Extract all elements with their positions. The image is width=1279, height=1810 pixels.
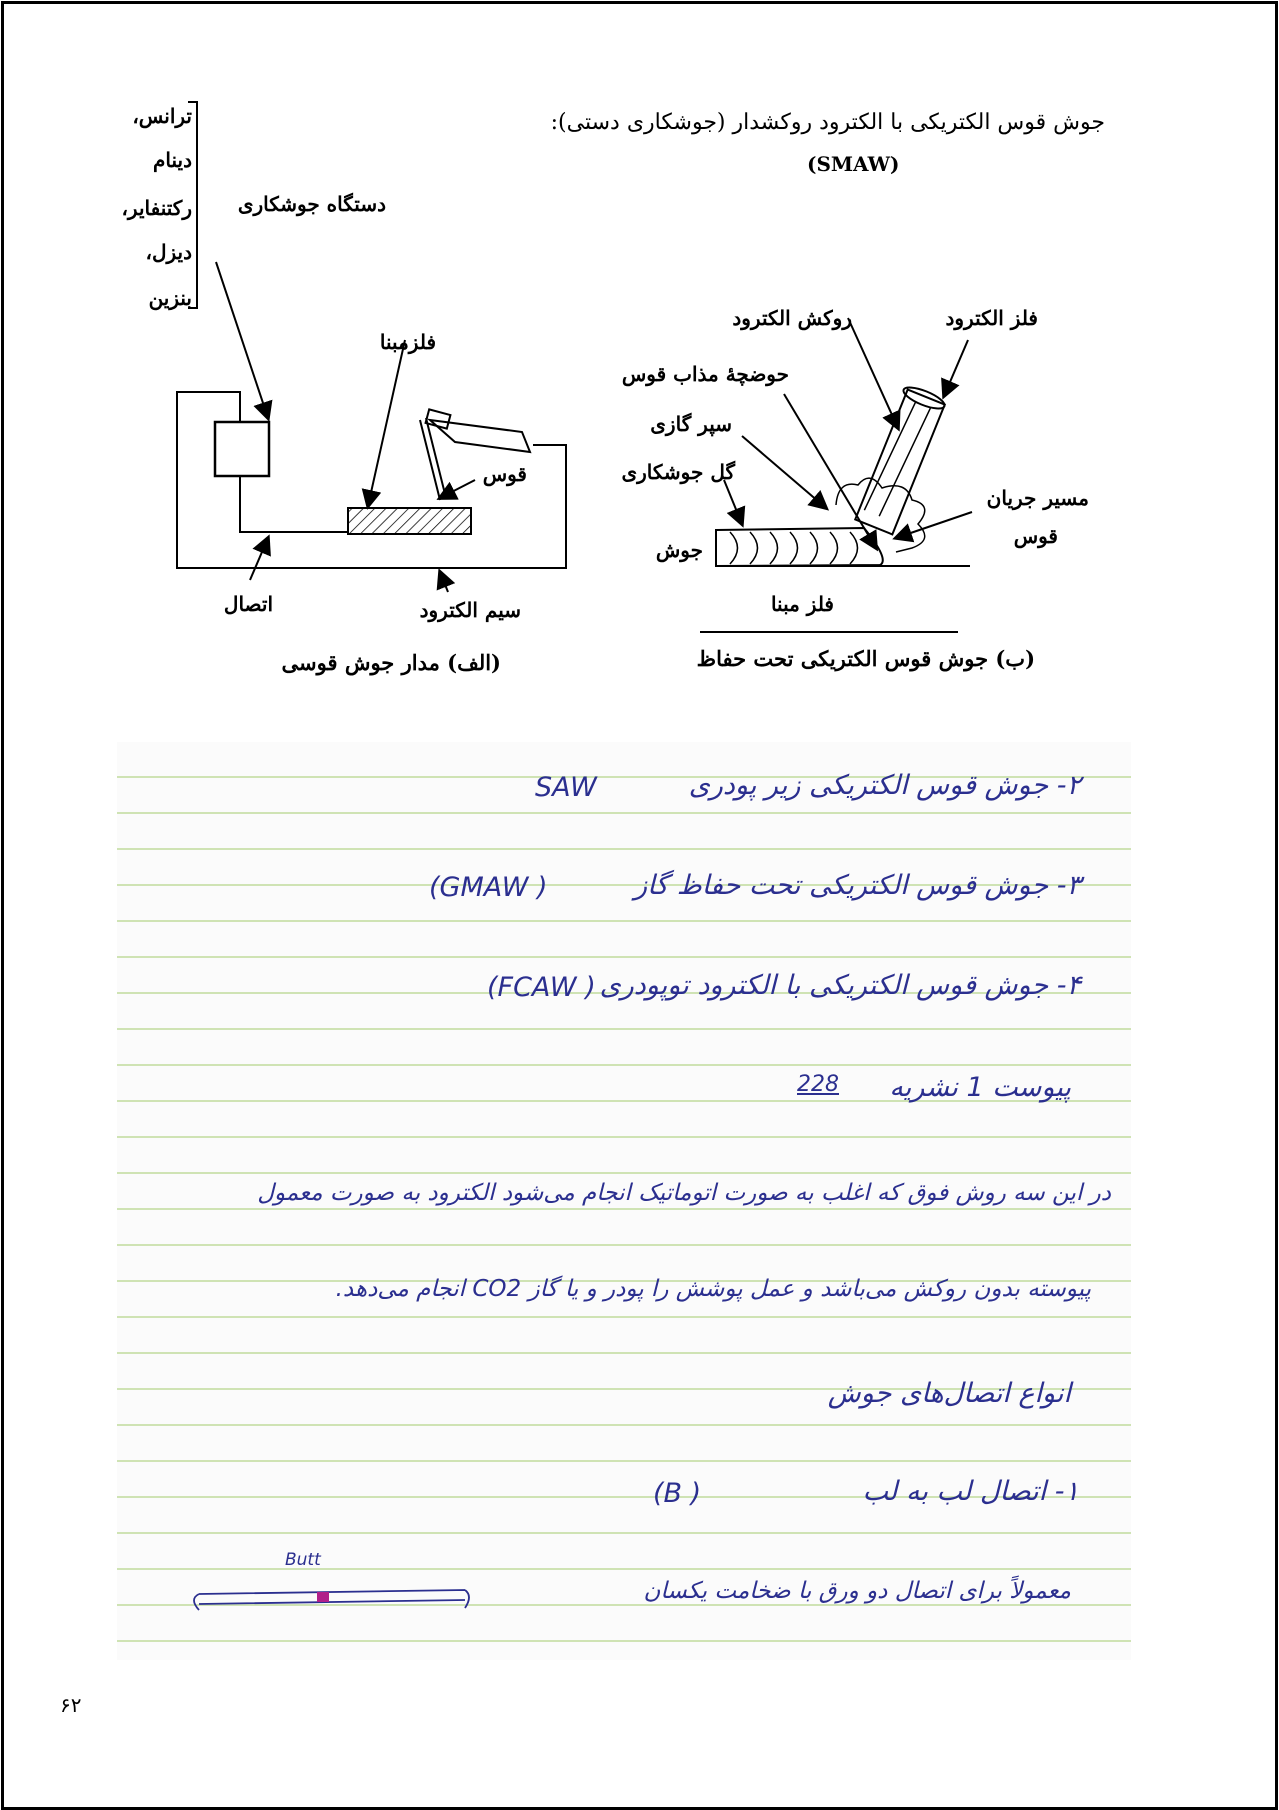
molten-pool-label: حوضچهٔ مذاب قوس [621,362,789,386]
arc-label-a: قوس [482,462,527,486]
welding-machine-label: دستگاه جوشکاری [237,192,386,216]
connection-label: اتصال [223,592,273,616]
power-source-item: دیزل، [145,240,192,264]
butt-joint-sketch [189,1576,489,1626]
shielded-arc-diagram-b [700,318,972,632]
section-title: جوش قوس الکتریکی با الکترود روکشدار (جوشکاری دستی): [550,110,1105,135]
power-source-item: دینام [153,148,192,172]
note-line-4: ۴- جوش قوس الکتریکی با الکترود توپودری [599,970,1081,1001]
handwritten-notes-panel [117,742,1131,1660]
slag-label: گل جوشکاری [621,460,735,484]
note-joint-types: انواع اتصال‌های جوش [827,1378,1071,1409]
power-source-item: رکتنفایر، [121,196,192,220]
circuit-diagram-a [177,262,566,592]
note-appendix-number: 228 [797,1072,839,1097]
power-source-bracket [188,102,197,308]
note-paragraph-line2: پیوسته بدون روکش می‌باشد و عمل پوشش را پودر و یا گاز CO2 انجام می‌دهد. [335,1276,1091,1302]
note-joint-1: ۱- اتصال لب به لب [862,1476,1079,1507]
note-paragraph-line1: در این سه روش فوق که اغلب به صورت اتوماتیک انجام می‌شود الکترود به صورت معمول [257,1180,1111,1206]
ground-wire [240,476,348,532]
page-number: ۶۲ [60,1693,82,1717]
note-joint-1-description: معمولاً برای اتصال دو ورق با ضخامت یکسان [643,1578,1071,1604]
electrode-cable-label: سیم الکترود [419,598,521,622]
note-code-gmaw: (GMAW ) [429,872,548,903]
electrode-metal-label: فلز الکترود [945,306,1038,330]
torch-body [430,420,530,452]
base-metal-label-a: فلزمبنا [379,330,436,354]
power-source-item: بنزین [148,286,192,310]
diagram-b-caption: (ب) جوش قوس الکتریکی تحت حفاظ [696,646,1035,671]
note-line-3: ۳- جوش قوس الکتریکی تحت حفاظ گاز [634,870,1081,901]
arc-path-label-line2: قوس [1013,524,1058,548]
gas-shield-label: سپر گازی [650,412,732,436]
circuit-wire [177,392,566,568]
section-abbreviation: (SMAW) [807,152,900,176]
diagram-a-caption: (الف) مدار جوش قوسی [281,650,501,675]
note-line-2: ۲- جوش قوس الکتریکی زیر پودری [688,770,1081,801]
electrode [855,390,945,535]
note-appendix: پیوست 1 نشریه [889,1072,1071,1103]
note-code-fcaw: (FCAW ) [487,972,596,1003]
welding-machine-box [215,422,269,476]
welding-diagrams [0,0,1279,720]
base-metal-plate [348,508,471,534]
butt-sketch-label: Butt [285,1550,321,1570]
weld-label: جوش [655,538,703,562]
arc-path-label-line1: مسیر جریان [986,486,1089,510]
note-code-saw: SAW [535,772,597,803]
power-source-item: ترانس، [132,104,192,128]
note-joint-1-code: (B ) [653,1478,702,1509]
base-metal-label-b: فلز مبنا [770,592,834,616]
electrode-coating-label: روکش الکترود [732,306,852,330]
